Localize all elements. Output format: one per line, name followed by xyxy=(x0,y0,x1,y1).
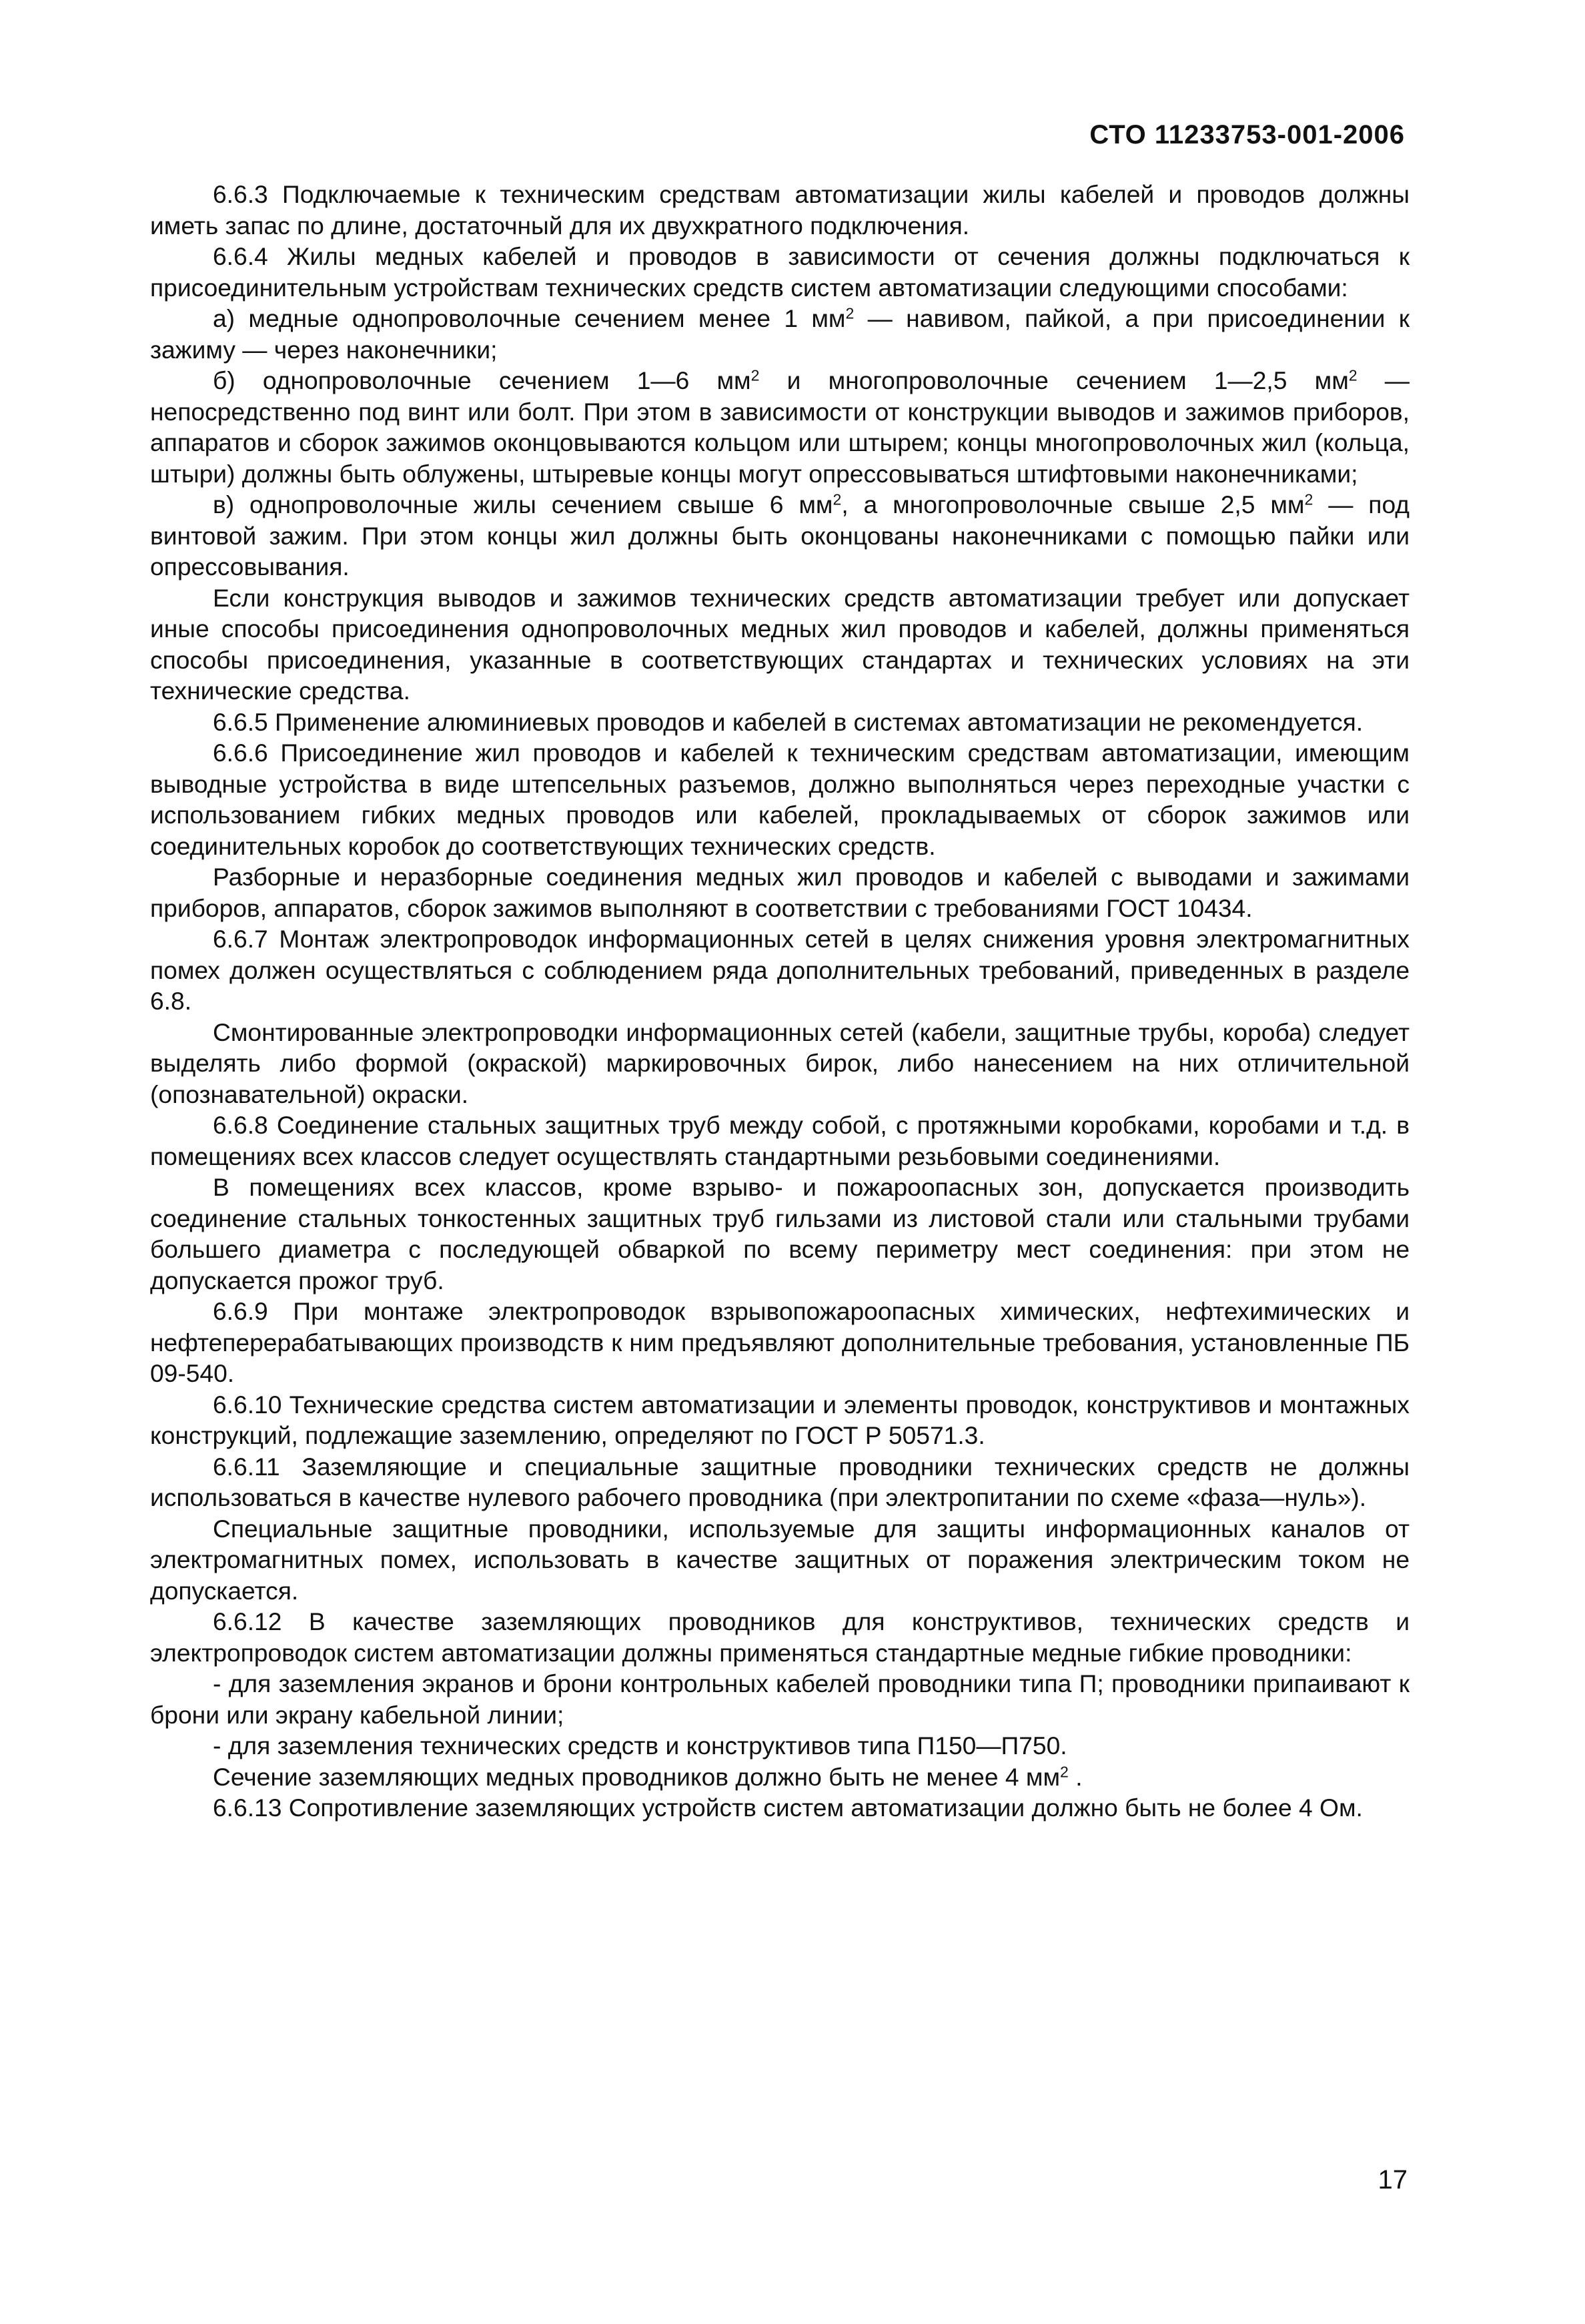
page-number: 17 xyxy=(1378,2165,1408,2195)
paragraph-6-6-9: 6.6.9 При монтаже электропроводок взрывопожароопасных химических, нефтехимических и нефтеперерабатывающих производств к ним предъявляют дополнительные требования, установленные ПБ 09-540. xyxy=(150,1297,1410,1387)
paragraph-6-6-11: 6.6.11 Заземляющие и специальные защитные проводники технических средств не должны использоваться в качестве нулевого рабочего проводника (при электропитании по схеме «фаза—нуль»). xyxy=(150,1452,1410,1511)
paragraph-6-6-6: 6.6.6 Присоединение жил проводов и кабелей к техническим средствам автоматизации, имеющим выводные устройства в виде штепсельных разъемов, должно выполняться через переходные участки с использованием гибких медных проводов или кабелей, прокладываемых от сборок зажимов или соединительных коробок до соответствующих технических средств. xyxy=(150,739,1410,860)
paragraph-special-conductors: Специальные защитные проводники, используемые для защиты информационных каналов от электромагнитных помех, использовать в качестве защитных от поражения электрическим током не допускается. xyxy=(150,1514,1410,1605)
paragraph-connections-gost: Разборные и неразборные соединения медных жил проводов и кабелей с выводами и зажимами приборов, аппаратов, сборок зажимов выполняют в соответствии с требованиями ГОСТ 10434. xyxy=(150,863,1410,922)
list-item-b: б) однопроволочные сечением 1—6 $мм^2$ и многопроволочные сечением 1—2,5 $мм^2$ — непосредственно под винт или болт. При этом в зависимости от конструкции выводов и зажимов приборов, аппаратов и сборок зажимов оконцовываются кольцом или штырем; концы многопроволочных жил (кольца, штыри) должны быть облужены, штыревые концы могут опрессовываться штифтовыми наконечниками; xyxy=(150,366,1410,488)
document-code: СТО 11233753-001-2006 xyxy=(1089,120,1405,149)
list-item-dash-screens: - для заземления экранов и брони контрольных кабелей проводники типа П; проводники припаивают к брони или экрану кабельной линии; xyxy=(150,1669,1410,1729)
list-item-dash-technical: - для заземления технических средств и конструктивов типа П150—П750. xyxy=(213,1731,1067,1760)
body-text xyxy=(150,179,1410,1824)
paragraph-marking: Смонтированные электропроводки информационных сетей (кабели, защитные трубы, короба) следует выделять либо формой (окраской) маркировочных бирок, либо нанесением на них отличительной (опознавательной) окраски. xyxy=(150,1018,1410,1108)
paragraph-6-6-10: 6.6.10 Технические средства систем автоматизации и элементы проводок, конструктивов и монтажных конструкций, подлежащие заземлению, определяют по ГОСТ Р 50571.3. xyxy=(150,1390,1410,1449)
paragraph-6-6-13: 6.6.13 Сопротивление заземляющих устройств систем автоматизации должно быть не более 4 Ом. xyxy=(213,1794,1363,1822)
paragraph-6-6-8: 6.6.8 Соединение стальных защитных труб между собой, с протяжными коробками, коробами и т.д. в помещениях всех классов следует осуществлять стандартными резьбовыми соединениями. xyxy=(150,1111,1410,1170)
list-item-v: в) однопроволочные жилы сечением свыше 6 $мм^2$, а многопроволочные свыше 2,5 $мм^2$ — под винтовой зажим. При этом концы жил должны быть оконцованы наконечниками с помощью пайки или опрессовывания. xyxy=(150,490,1410,580)
paragraph-other-methods: Если конструкция выводов и зажимов технических средств автоматизации требует или допускает иные способы присоединения однопроволочных медных жил проводов и кабелей, должны применяться способы присоединения, указанные в соответствующих стандартах и технических условиях на эти технические средства. xyxy=(150,583,1410,705)
paragraph-cross-section: Сечение заземляющих медных проводников должно быть не менее 4 $мм^2$ . xyxy=(213,1762,1083,1791)
paragraph-6-6-12: 6.6.12 В качестве заземляющих проводников для конструктивов, технических средств и электропроводок систем автоматизации должны применяться стандартные медные гибкие проводники: xyxy=(150,1607,1410,1667)
paragraph-6-6-3: 6.6.3 Подключаемые к техническим средствам автоматизации жилы кабелей и проводов должны иметь запас по длине, достаточный для их двухкратного подключения. xyxy=(150,180,1410,240)
paragraph-thin-wall-pipes: В помещениях всех классов, кроме взрыво- и пожароопасных зон, допускается производить соединение стальных тонкостенных защитных труб гильзами из листовой стали или стальными трубами большего диаметра с последующей обваркой по всему периметру мест соединения: при этом не допускается прожог труб. xyxy=(150,1173,1410,1294)
list-item-a: а) медные однопроволочные сечением менее 1 $мм^2$ — навивом, пайкой, а при присоединении к зажиму — через наконечники; xyxy=(150,304,1410,364)
paragraph-6-6-7: 6.6.7 Монтаж электропроводок информационных сетей в целях снижения уровня электромагнитных помех должен осуществляться с соблюдением ряда дополнительных требований, приведенных в разделе 6.8. xyxy=(150,925,1410,1015)
paragraph-6-6-4: 6.6.4 Жилы медных кабелей и проводов в зависимости от сечения должны подключаться к присоединительным устройствам технических средств систем автоматизации следующими способами: xyxy=(150,242,1410,302)
paragraph-6-6-5: 6.6.5 Применение алюминиевых проводов и кабелей в системах автоматизации не рекомендуется. xyxy=(213,707,1364,736)
